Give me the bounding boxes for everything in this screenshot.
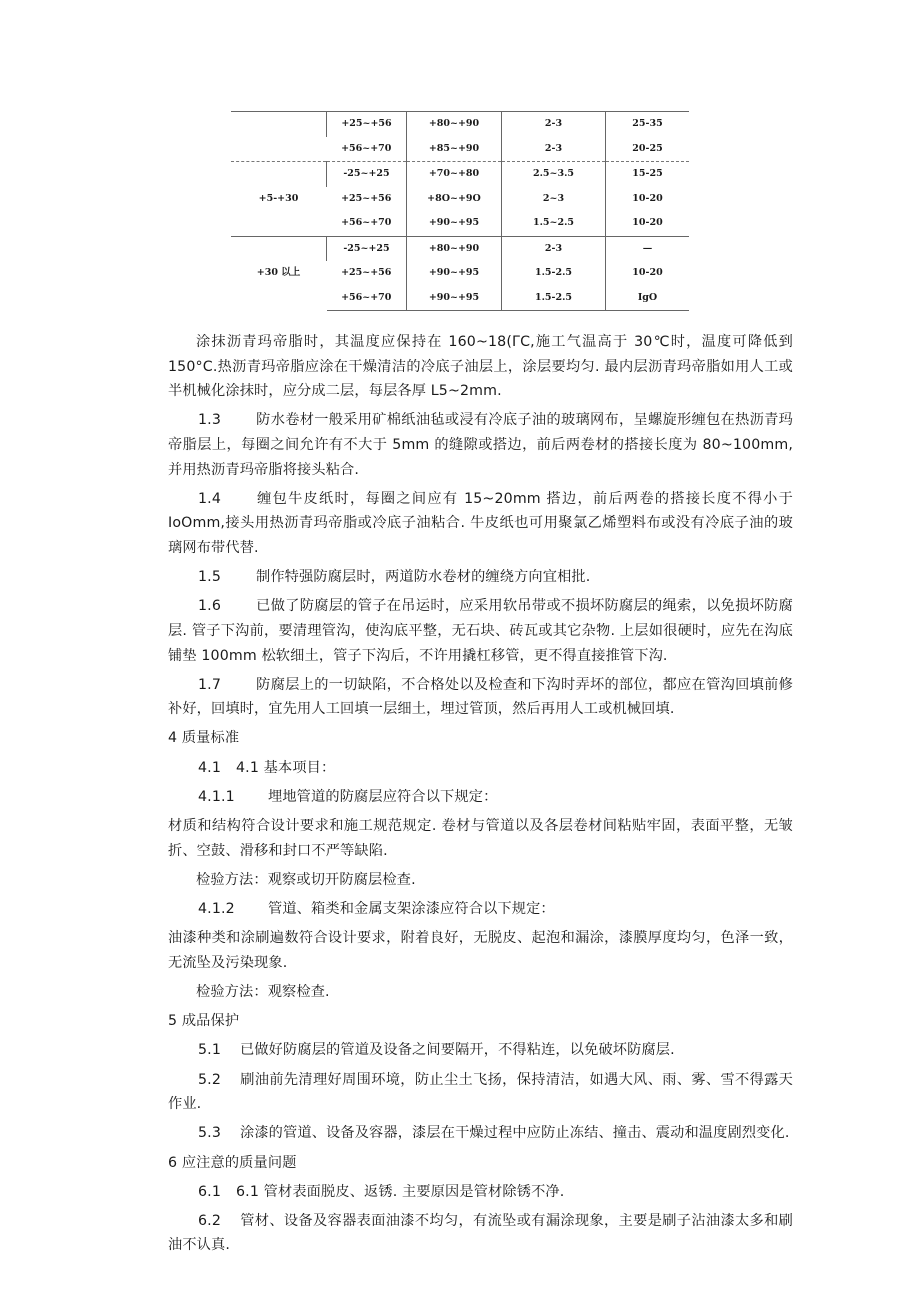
paragraph: 检验方法：观察或切开防腐层检查. (196, 871, 416, 888)
table-cell: +90~+95 (407, 211, 502, 236)
table-cell: 25-35 (606, 112, 690, 137)
paragraph-text: 制作特强防腐层时，两道防水卷材的缠绕方向宜相批. (256, 569, 591, 586)
section-heading-6: 6 应注意的质量问题 (168, 1154, 297, 1171)
table-cell: 15-25 (606, 162, 690, 187)
table-cell: 10-20 (606, 187, 690, 212)
paragraph: 油漆种类和涂刷遍数符合设计要求，附着良好，无脱皮、起泡和漏涂，漆膜厚度均匀，色泽一致，无流坠及污染现象. (168, 930, 793, 971)
table-cell: 1.5-2.5 (502, 286, 606, 311)
table-cell: -25~+25 (327, 236, 407, 261)
table-cell: +90~+95 (407, 261, 502, 286)
paragraph-text: 刷油前先清理好周围环境，防止尘土飞扬，保持清洁，如遇大风、雨、雾、雪不得露天作业. (168, 1071, 793, 1113)
section-number: 5.2 (198, 1071, 222, 1088)
paragraph-5-3 (168, 1121, 793, 1146)
table-group-label (231, 112, 327, 162)
table-cell: +25~+56 (341, 192, 392, 204)
paragraph-4-1-2 (168, 897, 793, 922)
table-cell: 2~3 (502, 187, 606, 212)
table-group-label: +30 以上 (231, 236, 327, 311)
paragraph-text: 防腐层上的一切缺陷，不合格处以及检查和下沟时弄坏的部位，都应在管沟回填前修补好，回填时，宜先用人工回填一层细土，埋过管顶，然后再用人工或机械回填. (168, 676, 793, 718)
paragraph-4-1 (168, 756, 793, 781)
table-cell: +56~+70 (341, 142, 392, 154)
table-cell: 1.5-2.5 (502, 261, 606, 286)
table-cell: 2-3 (502, 137, 606, 162)
section-number: 6.1 (198, 1183, 222, 1200)
section-number: 1.4 (198, 490, 222, 507)
section-number: 5.1 (198, 1042, 222, 1059)
table-cell: +80~+90 (407, 112, 502, 137)
table-cell: 20-25 (606, 137, 690, 162)
table-cell: 2-3 (502, 112, 606, 137)
section-number: 1.5 (198, 569, 222, 586)
paragraph-4-1-1 (168, 785, 793, 810)
table-row (231, 112, 689, 137)
spec-table (231, 111, 689, 311)
table-cell: -25~+25 (327, 162, 407, 187)
paragraph-text: 管材、设备及容器表面油漆不均匀，有流坠或有漏涂现象，主要是刷子沾油漆太多和刷油不认真. (168, 1212, 793, 1254)
paragraph-1-6 (168, 594, 793, 668)
paragraph: 检验方法：观察检查. (196, 983, 330, 1000)
paragraph-5-1 (168, 1038, 793, 1063)
table-cell: +25~+56 (341, 267, 392, 278)
paragraph-text: 管道、箱类和金属支架涂漆应符合以下规定： (268, 901, 555, 917)
table-cell: +85~+90 (407, 137, 502, 162)
table-cell: +56~+70 (341, 217, 392, 228)
paragraph-6-2 (168, 1209, 793, 1258)
table-cell: 1.5~2.5 (502, 211, 606, 236)
paragraph-1-4 (168, 487, 793, 561)
table-row (231, 236, 689, 261)
table-cell: +25~+56 (327, 112, 407, 137)
document-body (168, 330, 793, 1263)
section-number: 6.2 (198, 1212, 222, 1229)
section-heading-5: 5 成品保护 (168, 1013, 240, 1030)
paragraph-text: 已做了防腐层的管子在吊运时，应采用软吊带或不损坏防腐层的绳索，以免损坏防腐层. 管子下沟前，要清理管沟，使沟底平整，无石块、砖瓦或其它杂物. 上层如很硬时，应先在沟底铺垫 100mm 松软细土，管子下沟后，不许用撬杠移管，更不得直接推管下沟. (168, 598, 793, 664)
paragraph-1-3 (168, 408, 793, 482)
paragraph: 材质和结构符合设计要求和施工规范规定. 卷材与管道以及各层卷材间粘贴牢固，表面平整，无皱折、空鼓、滑移和封口不严等缺陷. (168, 818, 793, 859)
paragraph-text: 埋地管道的防腐层应符合以下规定： (268, 788, 498, 805)
paragraph-text: 涂漆的管道、设备及容器，漆层在干燥过程中应防止冻结、撞击、震动和温度剧烈变化. (240, 1125, 790, 1142)
table-cell: +8O~+9O (407, 187, 502, 212)
table-cell: IgO (606, 286, 690, 311)
table-cell: +90~+95 (407, 286, 502, 311)
paragraph-text: 防水卷材一般采用矿棉纸油毡或浸有冷底子油的玻璃网布，呈螺旋形缠包在热沥青玛帝脂层上，每圈之间允许有不大于 5mm 的缝隙或搭边，前后两卷材的搭接长度为 80~100mm,并用热沥青玛帝脂将接头粘合. (168, 412, 793, 478)
paragraph-1-7 (168, 673, 793, 722)
table-group-label: +5-+30 (231, 162, 327, 237)
paragraph-text: 6.1 管材表面脱皮、返锈. 主要原因是管材除锈不净. (236, 1183, 565, 1200)
table-cell: 10-20 (606, 211, 690, 236)
table-cell: 2.5~3.5 (502, 162, 606, 187)
section-number: 1.7 (198, 676, 222, 693)
table-cell: — (606, 236, 690, 261)
section-heading-4: 4 质量标准 (168, 730, 240, 747)
table-cell: +80~+90 (407, 236, 502, 261)
table-row (231, 162, 689, 187)
paragraph: 涂抹沥青玛帝脂时，其温度应保持在 160~18(ΓC,施工气温高于 30℃时，温度可降低到 150°C.热沥青玛帝脂应涂在干燥清洁的冷底子油层上，涂层要均匀. 最内层沥青玛帝脂如用人工或半机械化涂抹时，应分成二层，每层各厚 L5~2mm. (168, 334, 793, 400)
section-number: 1.6 (198, 598, 222, 615)
paragraph-text: 4.1 基本项目： (236, 759, 336, 776)
table-cell: +70~+80 (407, 162, 502, 187)
section-number: 5.3 (198, 1125, 222, 1142)
table-cell: 10-20 (606, 261, 690, 286)
paragraph-6-1 (168, 1180, 793, 1205)
table-cell: 2-3 (502, 236, 606, 261)
section-number: 4.1.1 (198, 788, 235, 805)
section-number: 4.1.2 (198, 901, 235, 917)
paragraph-1-5 (168, 565, 793, 590)
table-cell: +56~+70 (327, 286, 407, 311)
paragraph-text: 已做好防腐层的管道及设备之间要隔开，不得粘连，以免破坏防腐层. (240, 1042, 675, 1059)
section-number: 4.1 (198, 759, 222, 776)
paragraph-5-2 (168, 1068, 793, 1117)
paragraph-text: 缠包牛皮纸时，每圈之间应有 15~20mm 搭边，前后两卷的搭接长度不得小于 IoOmm,接头用热沥青玛帝脂或冷底子油粘合. 牛皮纸也可用聚氯乙烯塑料布或没有冷底子油的玻璃网布带代替. (168, 490, 793, 556)
section-number: 1.3 (198, 412, 222, 429)
